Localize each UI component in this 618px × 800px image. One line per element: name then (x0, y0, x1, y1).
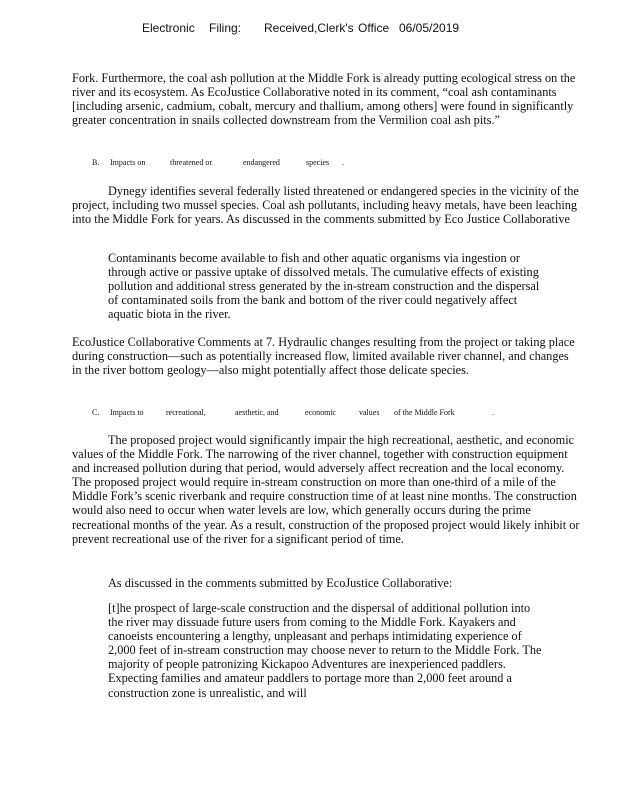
block-quote-contaminants (108, 251, 544, 321)
heading-c (92, 408, 502, 418)
heading-c-word: of the Middle Fork (394, 408, 455, 417)
header-electronic: Electronic (142, 21, 195, 35)
heading-c-word: aesthetic, and (235, 408, 279, 417)
heading-b-word: threatened or (170, 158, 212, 167)
heading-b (92, 158, 352, 168)
heading-c-word: economic (305, 408, 337, 417)
heading-b-end: . (342, 158, 344, 167)
paragraph-species (72, 184, 580, 226)
block-quote-prospect (108, 601, 544, 700)
header-office: Office (358, 21, 390, 35)
heading-c-word: Impacts to (110, 408, 144, 417)
paragraph-as-discussed (72, 576, 580, 590)
quote-text: Contaminants become available to fish and other aquatic organisms via ingestion or through active or passive uptake of dissolved metals. The cumulative effects of existing pollution and additional stress generated by the in-stream construction and the dispersal of contaminated soils from the bank and bottom of the river could negatively affect aquatic biota in the river. (108, 251, 540, 322)
heading-c-letter: C. (92, 408, 100, 417)
paragraph-recreation (72, 433, 580, 546)
heading-b-word: endangered (243, 158, 280, 167)
paragraph-hydraulic (72, 335, 580, 377)
heading-b-letter: B. (92, 158, 100, 167)
heading-b-word: Impacts on (110, 158, 146, 167)
filing-header (0, 21, 618, 37)
paragraph-text: EcoJustice Collaborative Comments at 7. Hydraulic changes resulting from the project or taking place during construction—such as potentially increased flow, limited available river channel, and changes in the river bottom geology—also might potentially affect those delicate species. (72, 335, 575, 378)
heading-c-word: recreational, (166, 408, 206, 417)
heading-c-word: values (359, 408, 380, 417)
header-filing: Filing: (209, 21, 242, 35)
quote-text: [t]he prospect of large-scale construction and the dispersal of additional pollution into the river may dissuade future users from coming to the Middle Fork. Kayakers and canoeists encountering a lengthy, unpleasant and perhaps intimidating experience of 2,000 feet of in-stream construction may choose never to return to the Middle Fork. The majority of people patronizing Kickapoo Adventures are inexperienced paddlers. Expecting families and amateur paddlers to portage more than 2,000 feet around a construction zone is unrealistic, and will (108, 601, 542, 700)
paragraph-text: Dynegy identifies several federally listed threatened or endangered species in the vicinity of the project, including two mussel species. Coal ash pollutants, including heavy metals, have been leaching into the Middle Fork for years. As discussed in the comments submitted by Eco Justice Collaborative (72, 184, 579, 227)
header-date: 06/05/2019 (399, 21, 460, 35)
paragraph-text: The proposed project would significantly impair the high recreational, aesthetic, and economic values of the Middle Fork. The narrowing of the river channel, together with construction equipment and increased pollution during that period, would adversely affect recreation and the local economy. The proposed project would require in-stream construction on more than one-third of a mile of the Middle Fork’s scenic riverbank and require construction time of at least nine months. The construction would also need to occur when water levels are low, which generally occurs during the prime recreational months of the year. As a result, construction of the proposed project would likely inhibit or prevent recreational use of the river for a significant period of time. (72, 433, 580, 546)
paragraph-coal-ash (72, 71, 580, 127)
heading-c-end: . (492, 408, 494, 417)
heading-b-word: species (306, 158, 330, 167)
header-received: Received,Clerk's (264, 21, 354, 35)
paragraph-text: Fork. Furthermore, the coal ash pollution at the Middle Fork is already putting ecological stress on the river and its ecosystem. As EcoJustice Collaborative noted in its comment, “coal ash contaminants [including arsenic, cadmium, cobalt, mercury and thallium, among others] were found in significantly greater concentration in snails collected downstream from the Vermilion coal ash pits.” (72, 71, 576, 128)
paragraph-text: As discussed in the comments submitted by EcoJustice Collaborative: (108, 576, 453, 590)
